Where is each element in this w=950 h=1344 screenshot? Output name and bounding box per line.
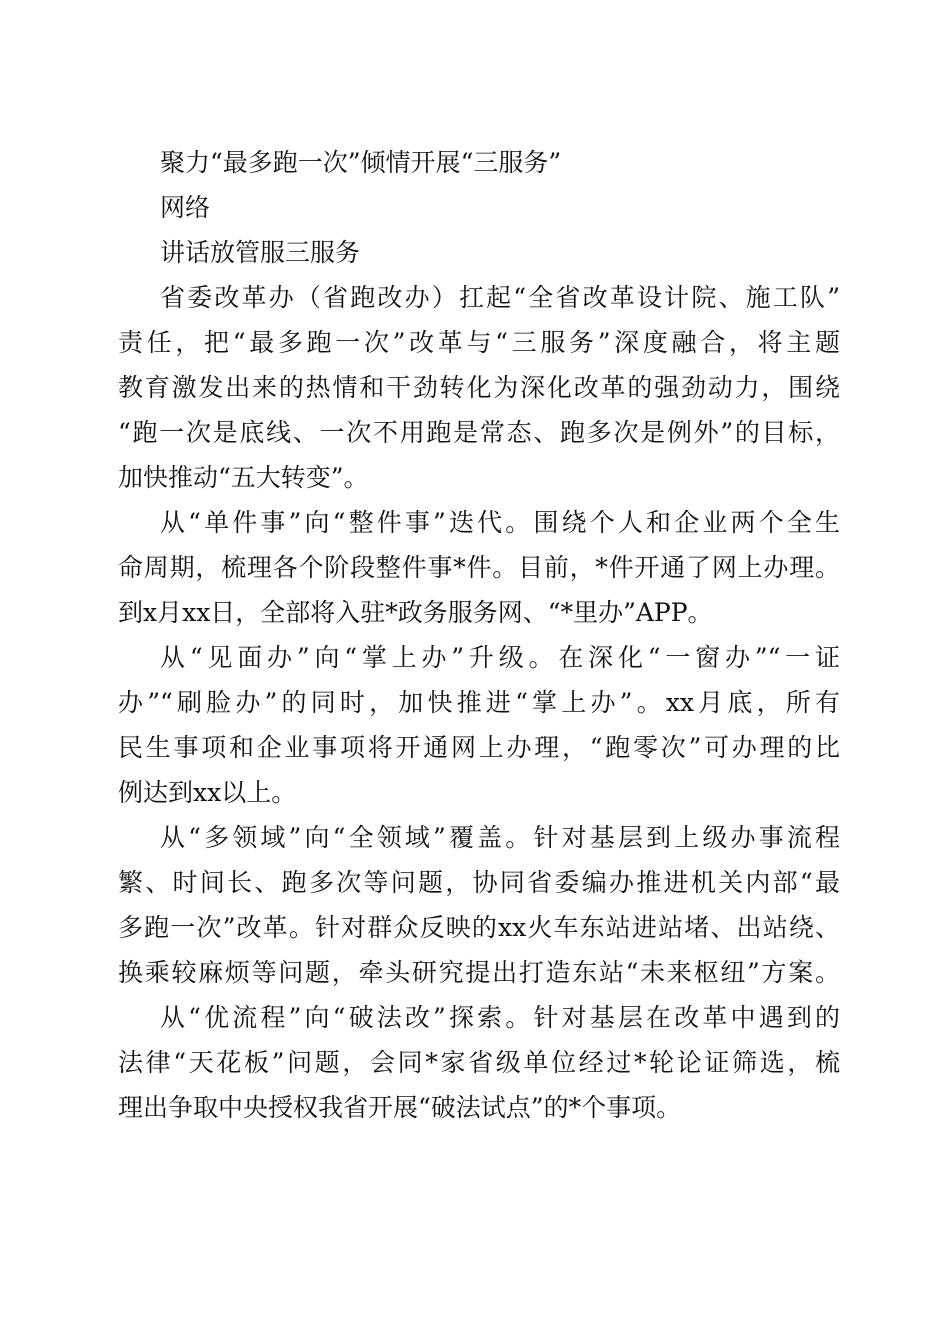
paragraph-line: 繁、时间长、跑多次等问题，协同省委编办推进机关内部“最 (118, 868, 840, 897)
paragraph-line: 例达到xx以上。 (118, 778, 297, 807)
paragraph-line: 加快推动“五大转变”。 (118, 463, 369, 492)
paragraph-line: 责任，把“最多跑一次”改革与“三服务”深度融合，将主题 (118, 328, 840, 357)
paragraph-line: 从“见面办”向“掌上办”升级。在深化“一窗办”“一证 (160, 643, 840, 672)
document-title: 聚力“最多跑一次”倾情开展“三服务” (160, 148, 562, 177)
document-source: 网络 (160, 193, 211, 222)
paragraph-line: 理出争取中央授权我省开展“破法试点”的*个事项。 (118, 1093, 682, 1122)
paragraph-line: 换乘较麻烦等问题，牵头研究提出打造东站“未来枢纽”方案。 (118, 958, 840, 987)
paragraph-line: 多跑一次”改革。针对群众反映的xx火车东站进站堵、出站绕、 (118, 913, 840, 942)
paragraph-line: “跑一次是底线、一次不用跑是常态、跑多次是例外”的目标， (118, 418, 840, 447)
paragraph-line: 民生事项和企业事项将开通网上办理，“跑零次”可办理的比 (118, 733, 840, 762)
paragraph-line: 命周期，梳理各个阶段整件事*件。目前，*件开通了网上办理。 (118, 553, 840, 582)
paragraph-line: 法律“天花板”问题，会同*家省级单位经过*轮论证筛选，梳 (118, 1048, 840, 1077)
paragraph-line: 从“单件事”向“整件事”迭代。围绕个人和企业两个全生 (160, 508, 840, 537)
paragraph-line: 从“多领域”向“全领域”覆盖。针对基层到上级办事流程 (160, 823, 840, 852)
paragraph-line: 办”“刷脸办”的同时，加快推进“掌上办”。xx月底，所有 (118, 688, 840, 717)
paragraph-line: 教育激发出来的热情和干劲转化为深化改革的强劲动力，围绕 (118, 373, 840, 402)
paragraph-line: 到x月xx日，全部将入驻*政务服务网、“*里办”APP。 (118, 598, 713, 627)
document-tags: 讲话放管服三服务 (160, 238, 361, 267)
paragraph-line: 从“优流程”向“破法改”探索。针对基层在改革中遇到的 (160, 1003, 840, 1032)
paragraph-line: 省委改革办（省跑改办）扛起“全省改革设计院、施工队” (160, 283, 840, 312)
